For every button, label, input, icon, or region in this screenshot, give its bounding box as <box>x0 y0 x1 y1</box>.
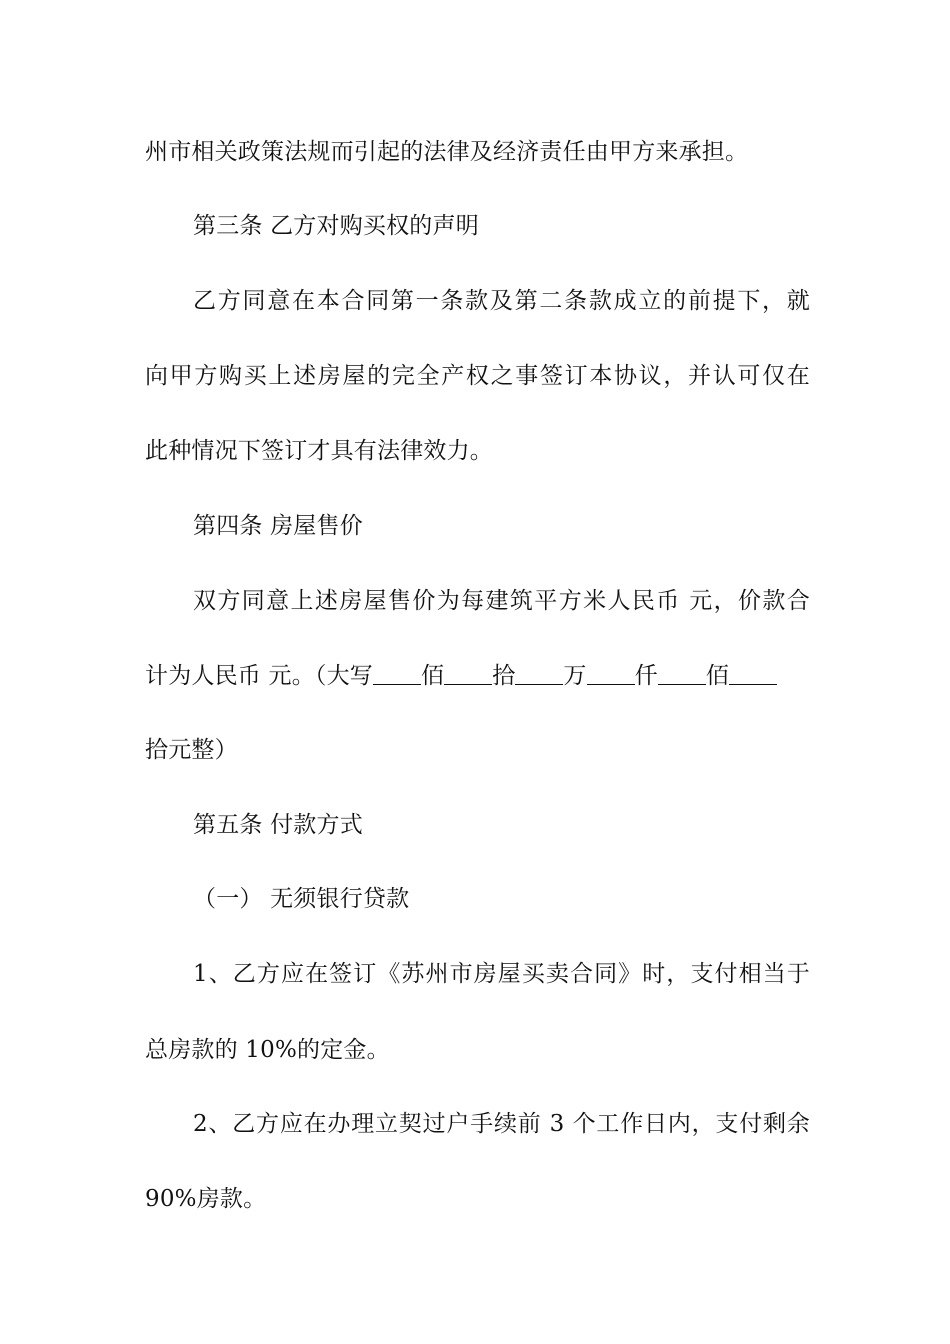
fill-blank[interactable] <box>373 662 421 685</box>
unit-label: 仟 <box>634 663 658 689</box>
paragraph-line: 向甲方购买上述房屋的完全产权之事签订本协议，并认可仅在 <box>145 363 810 389</box>
paragraph-line: 州市相关政策法规而引起的法律及经济责任由甲方来承担。 <box>145 139 749 165</box>
paragraph-line: 总房款的 10%的定金。 <box>145 1037 390 1063</box>
fill-blank[interactable] <box>658 662 706 685</box>
fill-blank[interactable] <box>587 662 635 685</box>
unit-label: 佰 <box>421 663 445 689</box>
fill-blank[interactable] <box>515 662 563 685</box>
price-line-prefix: 计为人民币 元。（大写 <box>145 663 374 689</box>
fill-blank[interactable] <box>444 662 492 685</box>
paragraph-line: 拾元整） <box>145 737 238 763</box>
clause-heading-4: 第四条 房屋售价 <box>193 513 363 539</box>
sub-heading: （一） 无须银行贷款 <box>193 886 410 912</box>
paragraph-line: 此种情况下签订才具有法律效力。 <box>145 438 493 464</box>
unit-label: 佰 <box>705 663 730 689</box>
paragraph-line: 双方同意上述房屋售价为每建筑平方米人民币 元，价款合 <box>193 588 810 614</box>
unit-label: 拾 <box>492 663 516 689</box>
paragraph-line: 1、乙方应在签订《苏州市房屋买卖合同》时，支付相当于 <box>193 961 810 987</box>
paragraph-line: 2、乙方应在办理立契过户手续前 3 个工作日内，支付剩余 <box>193 1111 810 1137</box>
unit-label: 万 <box>563 663 587 689</box>
fill-blank[interactable] <box>729 662 777 685</box>
clause-heading-3: 第三条 乙方对购买权的声明 <box>193 213 479 239</box>
paragraph-line: 乙方同意在本合同第一条款及第二条款成立的前提下，就 <box>193 288 810 314</box>
paragraph-line: 90%房款。 <box>145 1186 267 1212</box>
clause-heading-5: 第五条 付款方式 <box>193 812 363 838</box>
price-line <box>145 661 810 691</box>
